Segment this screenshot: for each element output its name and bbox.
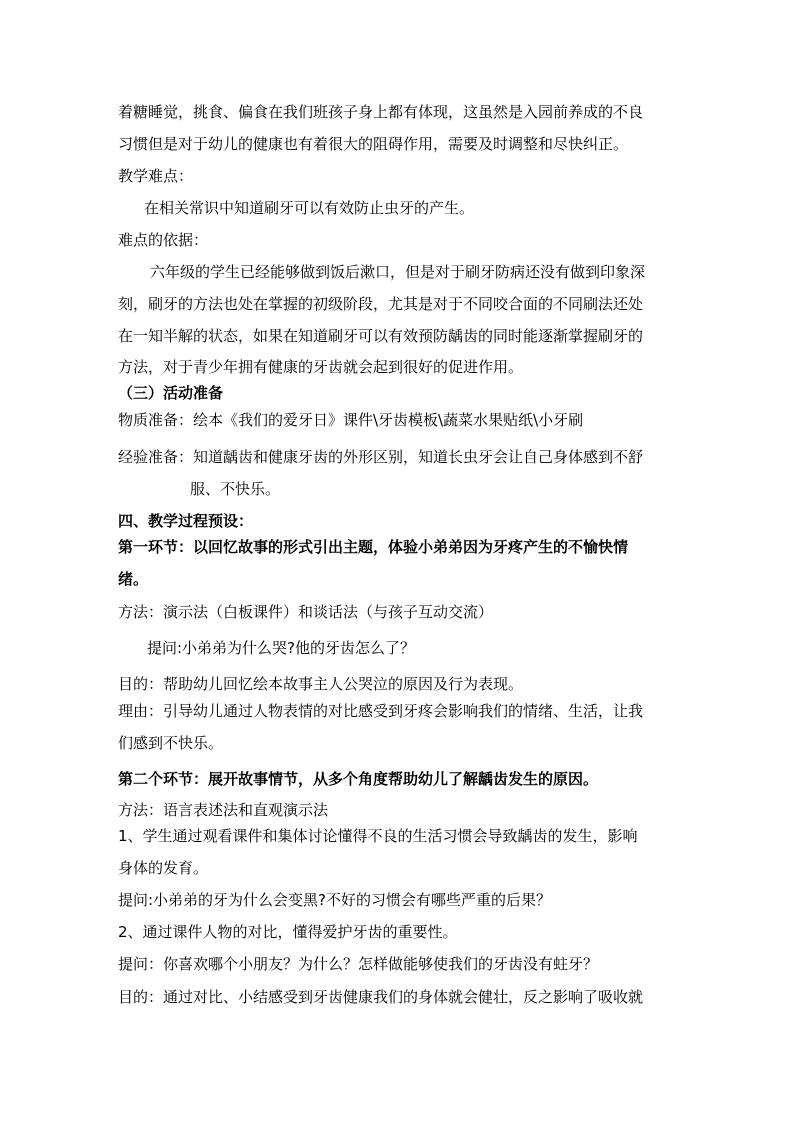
paragraph-line: 经验准备：知道龋齿和健康牙齿的外形区别，知道长虫牙会让自己身体感到不舒 <box>118 448 644 466</box>
section-heading: （三）活动准备 <box>118 384 224 402</box>
section-heading: 第一环节：以回忆故事的形式引出主题，体验小弟弟因为牙疼产生的不愉快情 <box>118 538 629 556</box>
paragraph-line: 在相关常识中知道刷牙可以有效防止虫牙的产生。 <box>144 199 475 217</box>
paragraph-line: 提问:小弟弟为什么哭?他的牙齿怎么了？ <box>147 639 416 657</box>
paragraph-line: 刻，刷牙的方法也处在掌握的初级阶段，尤其是对于不同咬合面的不同刷法还处 <box>118 295 644 313</box>
paragraph-line: 方法：语言表述法和直观演示法 <box>118 801 329 819</box>
section-label: 难点的依据： <box>118 231 209 249</box>
paragraph-line: 服、不快乐。 <box>190 480 281 498</box>
paragraph-line: 1、学生通过观看课件和集体讨论懂得不良的生活习惯会导致龋齿的发生，影响 <box>118 827 638 845</box>
paragraph-line: 提问：你喜欢哪个小朋友？为什么？怎样做能够使我们的牙齿没有蛀牙？ <box>118 955 599 973</box>
paragraph-line: 物质准备：绘本《我们的爱牙日》课件\牙齿模板\蔬菜水果贴纸\小牙刷 <box>118 411 584 429</box>
paragraph-line: 方法，对于青少年拥有健康的牙齿就会起到很好的促进作用。 <box>118 358 524 376</box>
paragraph-line: 理由：引导幼儿通过人物表情的对比感受到牙疼会影响我们的情绪、生活，让我 <box>118 702 644 720</box>
paragraph-line: 身体的发育。 <box>118 859 209 877</box>
paragraph-line: 目的：帮助幼儿回忆绘本故事主人公哭泣的原因及行为表现。 <box>118 675 524 693</box>
paragraph-line: 提问:小弟弟的牙为什么会变黑?不好的习惯会有哪些严重的后果？ <box>118 891 552 909</box>
section-label: 教学难点： <box>118 167 194 185</box>
section-heading: 四、教学过程预设： <box>118 512 254 530</box>
section-heading: 绪。 <box>118 570 149 588</box>
paragraph-line: 着糖睡觉，挑食、偏食在我们班孩子身上都有体现，这虽然是入园前养成的不良 <box>118 103 644 121</box>
section-heading: 第二个环节：展开故事情节，从多个角度帮助幼儿了解龋齿发生的原因。 <box>118 770 599 788</box>
paragraph-line: 习惯但是对于幼儿的健康也有着很大的阻碍作用，需要及时调整和尽快纠正。 <box>118 135 629 153</box>
paragraph-line: 六年级的学生已经能够做到饭后漱口，但是对于刷牙防病还没有做到印象深 <box>150 263 646 281</box>
paragraph-line: 2、通过课件人物的对比，懂得爱护牙齿的重要性。 <box>118 923 458 941</box>
paragraph-line: 在一知半解的状态，如果在知道刷牙可以有效预防龋齿的同时能逐渐掌握刷牙的 <box>118 327 644 345</box>
paragraph-line: 目的：通过对比、小结感受到牙齿健康我们的身体就会健壮，反之影响了吸收就 <box>118 988 644 1006</box>
paragraph-line: 们感到不快乐。 <box>118 734 224 752</box>
paragraph-line: 方法：演示法（白板课件）和谈话法（与孩子互动交流） <box>118 603 494 621</box>
